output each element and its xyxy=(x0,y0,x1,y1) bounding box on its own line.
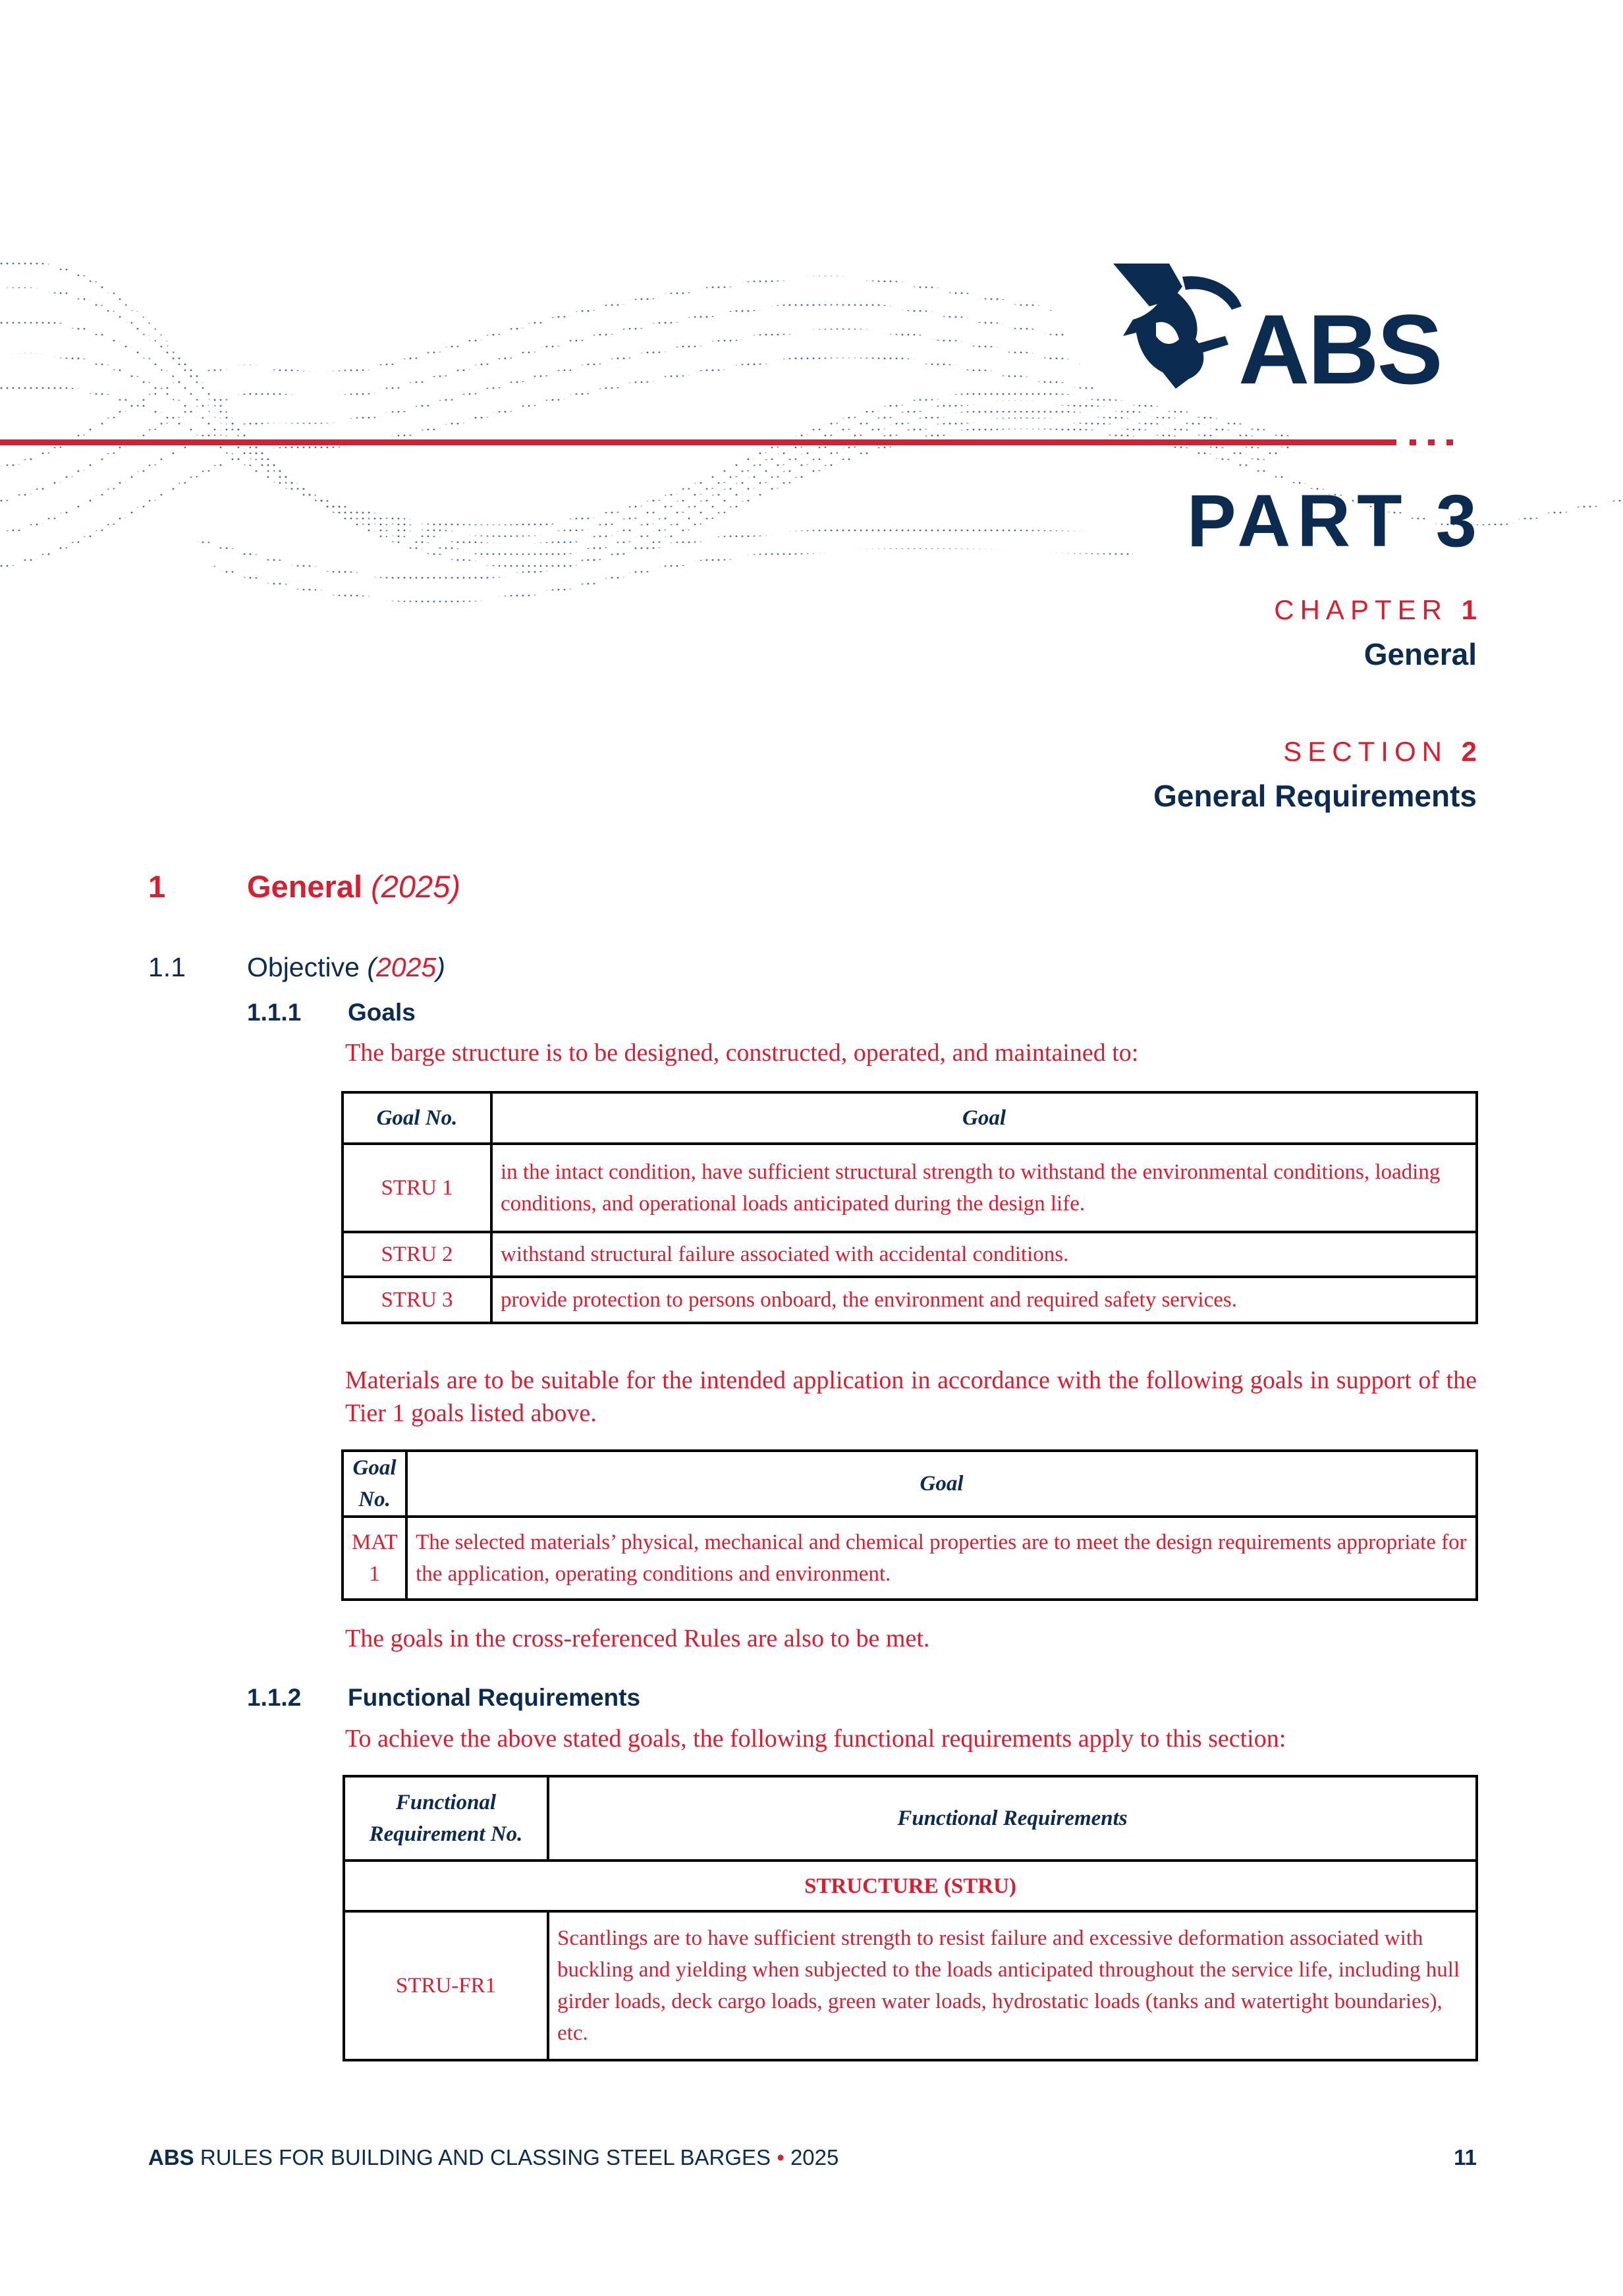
heading-1-1-paren-open: ( xyxy=(367,952,376,982)
heading-1-1-title: Objective xyxy=(247,952,360,982)
heading-1-1-2-number: 1.1.2 xyxy=(247,1684,302,1711)
goal-cell: The selected materials’ physical, mechanical and chemical properties are to meet the design requirements appropriate for the application, operating conditions and environment. xyxy=(406,1517,1477,1600)
goal-no-cell: STRU 2 xyxy=(343,1232,491,1277)
section-number: 2 xyxy=(1461,736,1477,767)
column-header-goal: Goal xyxy=(491,1092,1477,1144)
heading-1-1-paren-close: ) xyxy=(436,952,445,982)
heading-1-year: (2025) xyxy=(371,869,460,904)
header-rule xyxy=(0,439,1396,445)
table-header-row xyxy=(344,1776,1477,1861)
column-header-fr-no: Functional Requirement No. xyxy=(344,1776,548,1861)
section-label-text: SECTION xyxy=(1283,736,1448,767)
cross-reference-paragraph: The goals in the cross-referenced Rules are also to be met. xyxy=(345,1625,930,1652)
section-label xyxy=(1283,738,1477,766)
table-header-row xyxy=(343,1092,1477,1144)
goals-intro-paragraph: The barge structure is to be designed, constructed, operated, and maintained to: xyxy=(345,1039,1139,1067)
fr-no-cell: STRU-FR1 xyxy=(344,1911,548,2060)
column-header-goal: Goal xyxy=(406,1451,1477,1517)
chapter-number: 1 xyxy=(1461,594,1477,625)
table-row xyxy=(344,1911,1477,2060)
heading-1-1-1-title: Goals xyxy=(348,999,416,1026)
abs-logo-wordmark: ABS xyxy=(1238,294,1441,405)
footer-brand: ABS xyxy=(148,2145,194,2170)
page-footer xyxy=(148,2146,839,2168)
header-rule-dot xyxy=(1428,439,1435,445)
heading-1-title: General xyxy=(247,869,363,904)
column-header-goal-no: Goal No. xyxy=(343,1092,491,1144)
table-header-row xyxy=(343,1451,1477,1517)
page-number: 11 xyxy=(1454,2145,1477,2170)
heading-1-1 xyxy=(247,954,445,981)
heading-1-1-1-number: 1.1.1 xyxy=(247,999,302,1026)
goal-cell: withstand structural failure associated with accidental conditions. xyxy=(491,1232,1477,1277)
table-row xyxy=(343,1277,1477,1323)
header-rule-dot xyxy=(1410,439,1416,445)
heading-1 xyxy=(247,871,460,902)
heading-1-1-year: 2025 xyxy=(375,952,437,982)
functional-requirements-intro: To achieve the above stated goals, the following functional requirements apply to this section: xyxy=(345,1725,1286,1752)
heading-1-1-number: 1.1 xyxy=(148,952,186,982)
goal-no-cell: MAT 1 xyxy=(343,1517,406,1600)
category-band-structure: STRUCTURE (STRU) xyxy=(344,1861,1477,1911)
functional-requirements-table xyxy=(343,1775,1478,2061)
footer-year: 2025 xyxy=(790,2145,839,2170)
chapter-title: General xyxy=(1363,637,1477,671)
footer-separator: • xyxy=(777,2145,784,2170)
chapter-label-text: CHAPTER xyxy=(1274,594,1448,625)
header-rule-dot xyxy=(1446,439,1453,445)
column-header-goal-no: Goal No. xyxy=(343,1451,406,1517)
heading-1-number: 1 xyxy=(148,869,166,904)
section-title: General Requirements xyxy=(1153,779,1477,813)
abs-eagle-logo-icon xyxy=(1110,260,1255,392)
goal-cell: in the intact condition, have sufficient structural strength to withstand the environmental conditions, loading conditions, and operational loads anticipated during the design life. xyxy=(491,1144,1477,1232)
fr-cell: Scantlings are to have sufficient strength to resist failure and excessive deformation associated with buckling and yielding when subjected to the loads anticipated throughout the service life, including hull girder loads, deck cargo loads, green water loads, hydrostatic loads (tanks and watertight boundaries), etc. xyxy=(548,1911,1477,2060)
heading-1-1-2-title: Functional Requirements xyxy=(348,1684,641,1711)
chapter-label xyxy=(1274,596,1477,624)
goal-no-cell: STRU 1 xyxy=(343,1144,491,1232)
goal-no-cell: STRU 3 xyxy=(343,1277,491,1323)
footer-title: RULES FOR BUILDING AND CLASSING STEEL BARGES xyxy=(200,2145,771,2170)
table-row xyxy=(343,1517,1477,1600)
table-band-row xyxy=(344,1861,1477,1911)
materials-paragraph: Materials are to be suitable for the intended application in accordance with the following goals in support of the Tier 1 goals listed above. xyxy=(345,1366,1477,1427)
column-header-fr: Functional Requirements xyxy=(548,1776,1477,1861)
goals-table xyxy=(341,1091,1478,1324)
table-row xyxy=(343,1232,1477,1277)
part-title: PART 3 xyxy=(1187,480,1483,562)
materials-table xyxy=(341,1449,1478,1601)
table-row xyxy=(343,1144,1477,1232)
goal-cell: provide protection to persons onboard, the environment and required safety services. xyxy=(491,1277,1477,1323)
